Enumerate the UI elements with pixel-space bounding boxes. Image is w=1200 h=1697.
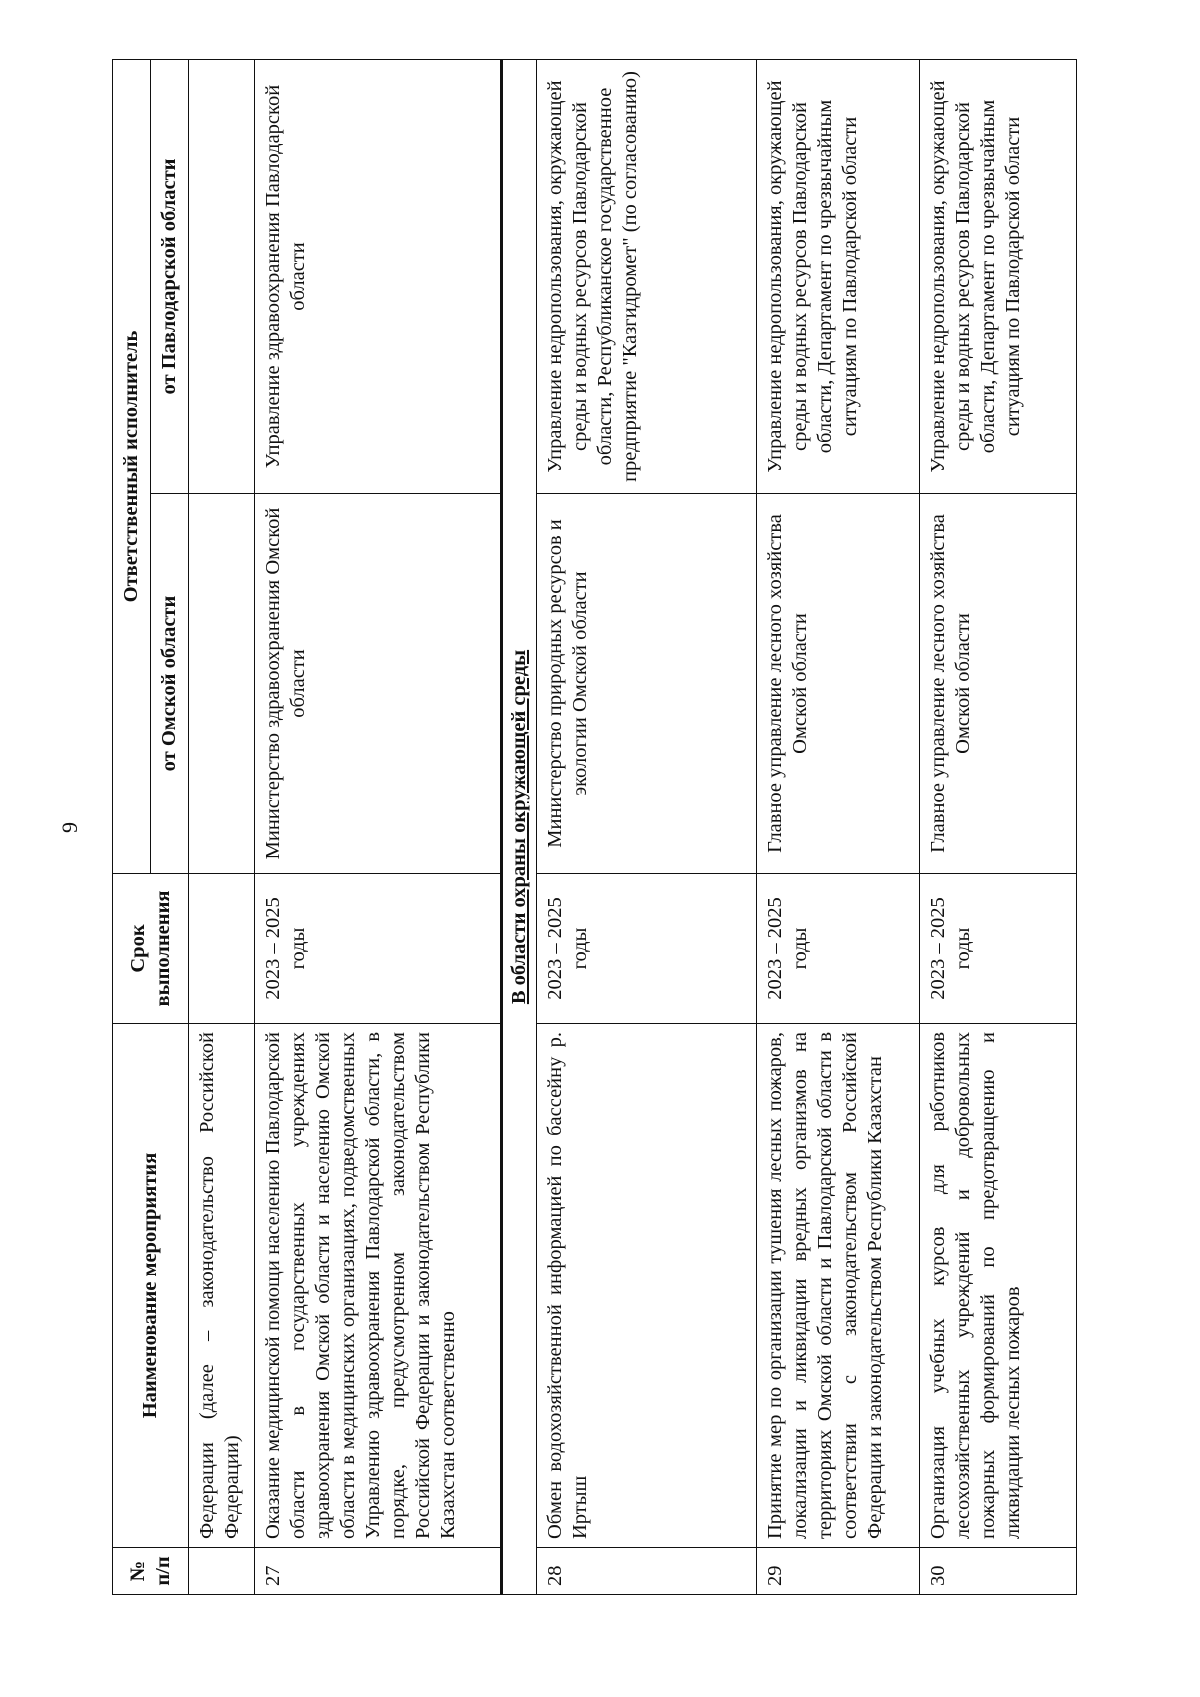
row-omsk: Министерство здравоохранения Омской области bbox=[255, 494, 502, 874]
table-row bbox=[189, 60, 255, 1595]
rotated-page bbox=[57, 60, 1077, 1595]
page-number: 9 bbox=[57, 822, 82, 833]
header-pavlodar: от Павлодарской области bbox=[151, 60, 189, 494]
header-term: Срок выполнения bbox=[113, 874, 189, 1024]
table-row bbox=[757, 60, 920, 1595]
measures-table bbox=[112, 59, 1077, 1595]
row-pavlodar: Управление недропользования, окружающей среды и водных ресурсов Павлодарской области, Департамент по чрезвычайным ситуациям по Павлодарской области bbox=[919, 60, 1076, 494]
row-name: Оказание медицинской помощи населению Павлодарской области в государственных учреждениях здравоохранения Омской области и населению Омской области в медицинских организациях, подведомственных Управлению здравоохранения Павлодарской области, в порядке, предусмотренном законодательством Российской Федерации и законодательством Республики Казахстан соответственно bbox=[255, 1024, 502, 1548]
table-row bbox=[919, 60, 1076, 1595]
section-row bbox=[502, 60, 537, 1595]
row-omsk: Министерство природных ресурсов и экологии Омской области bbox=[537, 494, 757, 874]
row-num: 30 bbox=[919, 1548, 1076, 1595]
row-omsk: Главное управление лесного хозяйства Омской области bbox=[919, 494, 1076, 874]
header-name: Наименование мероприятия bbox=[113, 1024, 189, 1548]
row-num: 28 bbox=[537, 1548, 757, 1595]
row-name: Организация учебных курсов для работников лесохозяйственных учреждений и добровольных пожарных формирований по предотвращению и ликвидации лесных пожаров bbox=[919, 1024, 1076, 1548]
row-omsk: Главное управление лесного хозяйства Омской области bbox=[757, 494, 920, 874]
section-title: В области охраны окружающей среды bbox=[508, 649, 531, 1005]
header-num: № п/п bbox=[113, 1548, 189, 1595]
row-term: 2023 – 2025 годы bbox=[757, 874, 920, 1024]
header-omsk: от Омской области bbox=[151, 494, 189, 874]
table-row bbox=[537, 60, 757, 1595]
header-responsible: Ответственный исполнитель bbox=[113, 60, 151, 874]
row-pavlodar: Управление здравоохранения Павлодарской области bbox=[255, 60, 502, 494]
row-num: 27 bbox=[255, 1548, 502, 1595]
row-pavlodar: Управление недропользования, окружающей среды и водных ресурсов Павлодарской области, Департамент по чрезвычайным ситуациям по Павлодарской области bbox=[757, 60, 920, 494]
row-term: 2023 – 2025 годы bbox=[255, 874, 502, 1024]
row-name: Принятие мер по организации тушения лесных пожаров, локализации и ликвидации вредных организмов на территориях Омской области и Павлодарской области в соответствии с законодательством Российской Федерации и законодательством Республики Казахстан bbox=[757, 1024, 920, 1548]
row-num: 29 bbox=[757, 1548, 920, 1595]
row-term: 2023 – 2025 годы bbox=[537, 874, 757, 1024]
row-pavlodar bbox=[189, 60, 255, 494]
row-name: Федерации (далее – законодательство Российской Федерации) bbox=[189, 1024, 255, 1548]
row-name: Обмен водохозяйственной информацией по бассейну р. Иртыш bbox=[537, 1024, 757, 1548]
table-row bbox=[255, 60, 502, 1595]
row-omsk bbox=[189, 494, 255, 874]
row-term: 2023 – 2025 годы bbox=[919, 874, 1076, 1024]
row-pavlodar: Управление недропользования, окружающей среды и водных ресурсов Павлодарской области, Республиканское государственное предприятие "Казгидромет" (по согласованию) bbox=[537, 60, 757, 494]
row-term bbox=[189, 874, 255, 1024]
row-num bbox=[189, 1548, 255, 1595]
